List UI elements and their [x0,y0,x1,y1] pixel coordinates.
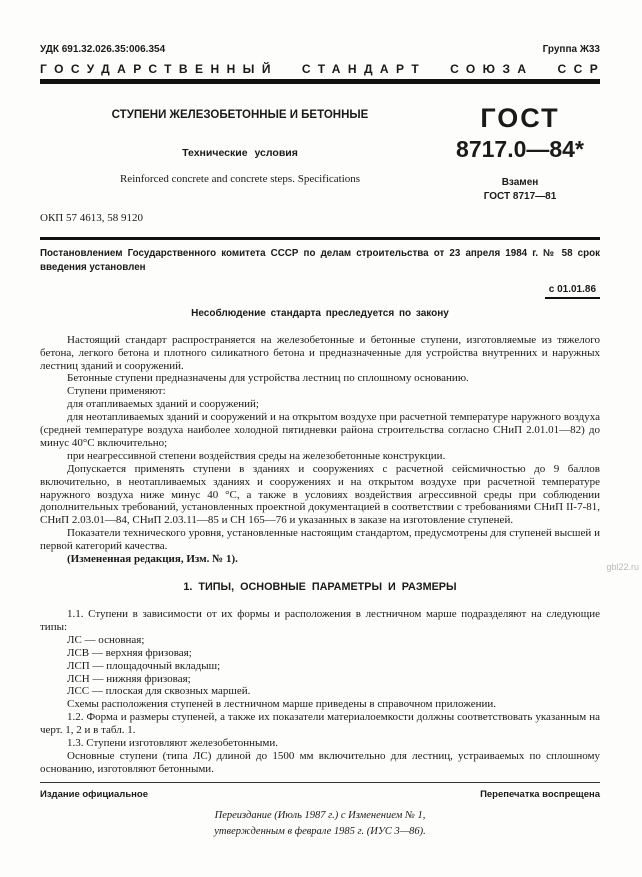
document-title: СТУПЕНИ ЖЕЛЕЗОБЕТОННЫЕ И БЕТОННЫЕ [111,109,369,121]
section-1-heading: 1. ТИПЫ, ОСНОВНЫЕ ПАРАМЕТРЫ И РАЗМЕРЫ [183,581,457,594]
decree-rule [40,237,600,240]
section-1-text [40,608,600,776]
body-paragraph: Основные ступени (типа ЛС) длиной до 1500 мм включительно для лестниц, устраиваемых по сплошному основанию, изготовляют бетонными. [40,749,600,775]
body-paragraph: Допускается применять ступени в зданиях и сооружениях с расчетной сейсмичностью до 9 баллов включительно, в неотапливаемых зданиях и сооружениях и на открытом воздухе при расчетной температуре наружного воздуха ниже минус 40 °С, а также в условиях воздействия агрессивной среды при соблюдении дополнительных требований, установленных проектной документацией в соответствии с требованиями СНиП II-7-81, СНиП 2.03.01—84, СНиП 2.03.11—85 и СН 165—76 и указанных в заказе на изготовление ступеней. [40,462,600,527]
law-notice: Несоблюдение стандарта преследуется по закону [191,307,449,319]
step-type-item: ЛСН — нижняя фризовая; [67,672,191,685]
body-paragraph: 1.3. Ступени изготовляют железобетонными. [67,737,278,750]
footer-rule [40,782,600,783]
effective-date-row [40,279,600,299]
effective-date: с 01.01.86 [545,284,600,299]
reissue-note [40,808,600,840]
body-paragraph: при неагрессивной степени воздействия среды на железобетонные конструкции. [67,449,446,462]
step-type-item: ЛСВ — верхняя фризовая; [67,646,192,659]
state-standard-banner: ГОСУДАРСТВЕННЫЙ СТАНДАРТ СОЮЗА ССР [40,62,606,76]
title-block [40,105,600,203]
banner-rule [40,79,600,84]
decree-text: Постановлением Государственного комитета СССР по делам строительства от 23 апреля 1984 г. № 58 срок введения установлен [40,248,600,273]
official-edition-label: Издание официальное [40,788,148,800]
body-paragraph: Показатели технического уровня, установленные настоящим стандартом, предусмотрены для ступеней высшей и первой категорий качества. [40,527,600,553]
reissue-line: Переиздание (Июль 1987 г.) с Изменением № 1, [214,809,426,821]
step-type-item: ЛСП — площадочный вкладыш; [67,659,221,672]
step-type-item: ЛС — основная; [67,633,145,646]
udk-code: УДК 691.32.026.35:006.354 [40,44,166,55]
reissue-line: утвержденным в феврале 1985 г. (ИУС 3—86). [214,825,426,837]
body-paragraph: для отапливаемых зданий и сооружений; [67,398,259,411]
document-subtitle: Технические условия [182,147,298,159]
document-subtitle-english: Reinforced concrete and concrete steps. Specifications [119,173,361,185]
gost-number-block [440,105,600,203]
body-paragraph: Бетонные ступени предназначены для устройства лестниц по сплошному основанию. [67,372,469,385]
replaces-number: ГОСТ 8717—81 [483,190,557,202]
okp-codes: ОКП 57 4613, 58 9120 [40,212,143,225]
site-watermark: gbl22.ru [606,562,639,572]
amendment-note: (Измененная редакция, Изм. № 1). [67,553,238,566]
body-paragraph: Схемы расположения ступеней в лестничном марше приведены в справочном приложении. [67,698,496,711]
gost-label: ГОСТ [480,103,560,133]
body-paragraph: 1.1. Ступени в зависимости от их формы и расположения в лестничном марше подразделяют на следующие типы: [40,608,600,633]
header-meta-row [40,44,600,55]
step-type-item: ЛСС — плоская для сквозных маршей. [67,685,251,698]
body-paragraph: Настоящий стандарт распространяется на железобетонные и бетонные ступени, изготовляемые из тяжелого бетона, легкого бетона и плотного силикатного бетона и предназначенные для устройства внутренних и наружных лестниц зданий и сооружений. [40,333,600,372]
group-code: Группа Ж33 [542,44,600,55]
title-left-column [40,105,440,203]
replaces-label: Взамен [501,177,539,189]
footer-row [40,789,600,800]
body-paragraph: 1.2. Форма и размеры ступеней, а также их показатели материалоемкости должны соответствовать указанным на черт. 1, 2 и в табл. 1. [40,711,600,737]
gost-number: 8717.0—84* [456,136,584,162]
body-paragraph: для неотапливаемых зданий и сооружений и на открытом воздухе при расчетной температуре наружного воздуха (средней температуре воздуха наиболее холодной пятидневки района строительства согласно СНиП 2.01.01—82) до минус 40°С включительно; [40,411,600,449]
introduction-text [40,334,600,566]
reprint-prohibited-label: Перепечатка воспрещена [480,788,600,800]
replaces-block [440,176,600,203]
body-paragraph: Ступени применяют: [67,385,166,398]
